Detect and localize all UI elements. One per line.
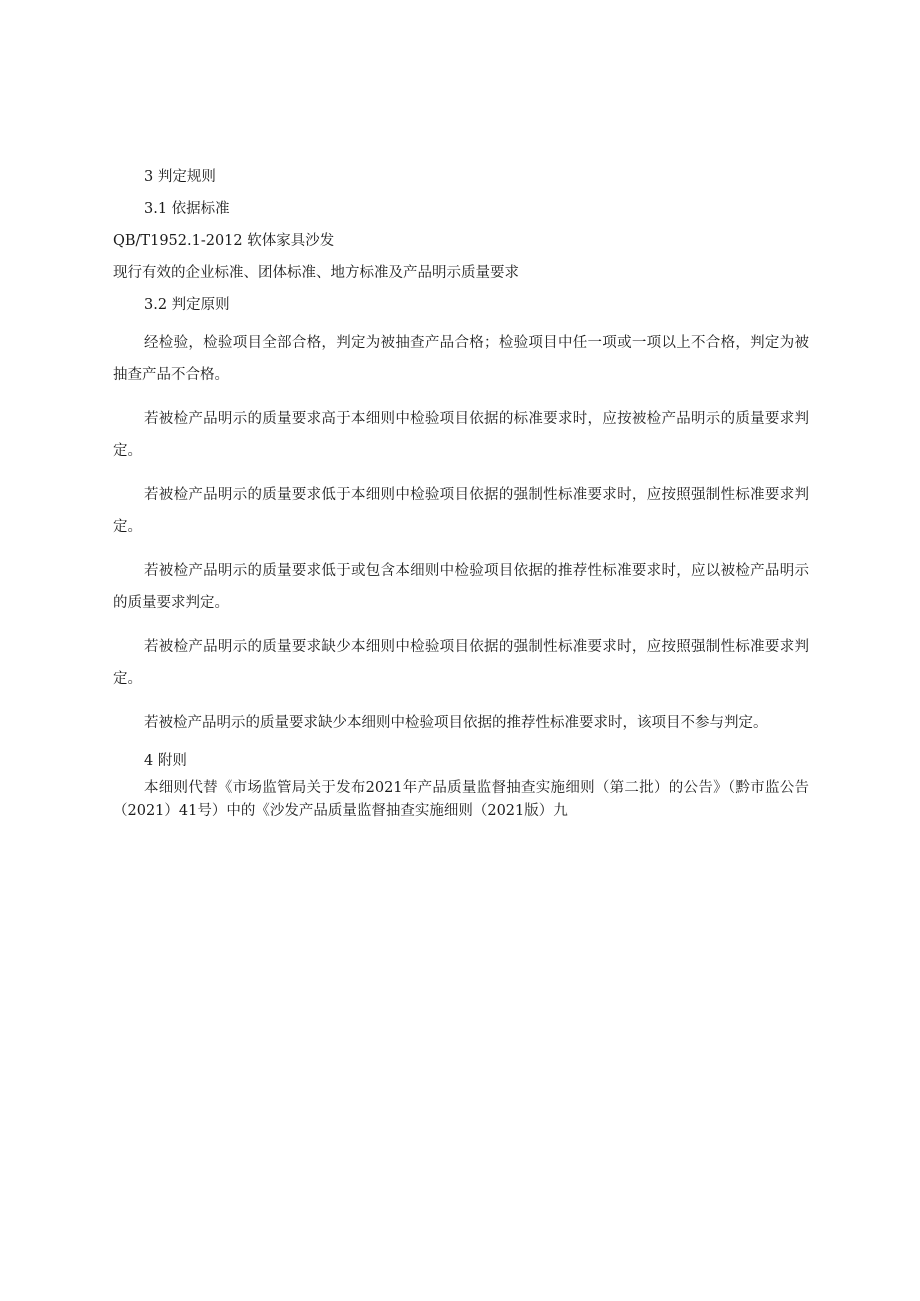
principle-paragraph-1: 经检验，检验项目全部合格，判定为被抽查产品合格；检验项目中任一项或一项以上不合格，判定为被抽查产品不合格。 bbox=[113, 335, 809, 383]
section-3-heading: 3 判定规则 bbox=[144, 169, 216, 185]
principle-paragraph-3: 若被检产品明示的质量要求低于本细则中检验项目依据的强制性标准要求时，应按照强制性标准要求判定。 bbox=[113, 487, 809, 535]
principle-paragraph-6: 若被检产品明示的质量要求缺少本细则中检验项目依据的推荐性标准要求时，该项目不参与判定。 bbox=[144, 715, 768, 731]
principle-paragraph-5: 若被检产品明示的质量要求缺少本细则中检验项目依据的强制性标准要求时，应按照强制性标准要求判定。 bbox=[113, 639, 809, 687]
document-body bbox=[113, 167, 809, 835]
principle-paragraph-4: 若被检产品明示的质量要求低于或包含本细则中检验项目依据的推荐性标准要求时，应以被检产品明示的质量要求判定。 bbox=[113, 563, 809, 611]
section-3-1-heading: 3.1 依据标准 bbox=[144, 201, 230, 217]
principle-paragraph-2: 若被检产品明示的质量要求高于本细则中检验项目依据的标准要求时，应按被检产品明示的质量要求判定。 bbox=[113, 411, 809, 459]
section-4-heading: 4 附则 bbox=[144, 753, 187, 769]
standard-item-qbt1952: QB/T1952.1-2012 软体家具沙发 bbox=[113, 233, 335, 249]
supplementary-paragraph: 本细则代替《市场监管局关于发布2021年产品质量监督抽查实施细则（第二批）的公告》（黔市监公告（2021）41号）中的《沙发产品质量监督抽查实施细则（2021版）九 bbox=[113, 780, 809, 819]
section-3-2-heading: 3.2 判定原则 bbox=[144, 297, 230, 313]
standard-item-other-standards: 现行有效的企业标准、团体标准、地方标准及产品明示质量要求 bbox=[113, 265, 519, 281]
